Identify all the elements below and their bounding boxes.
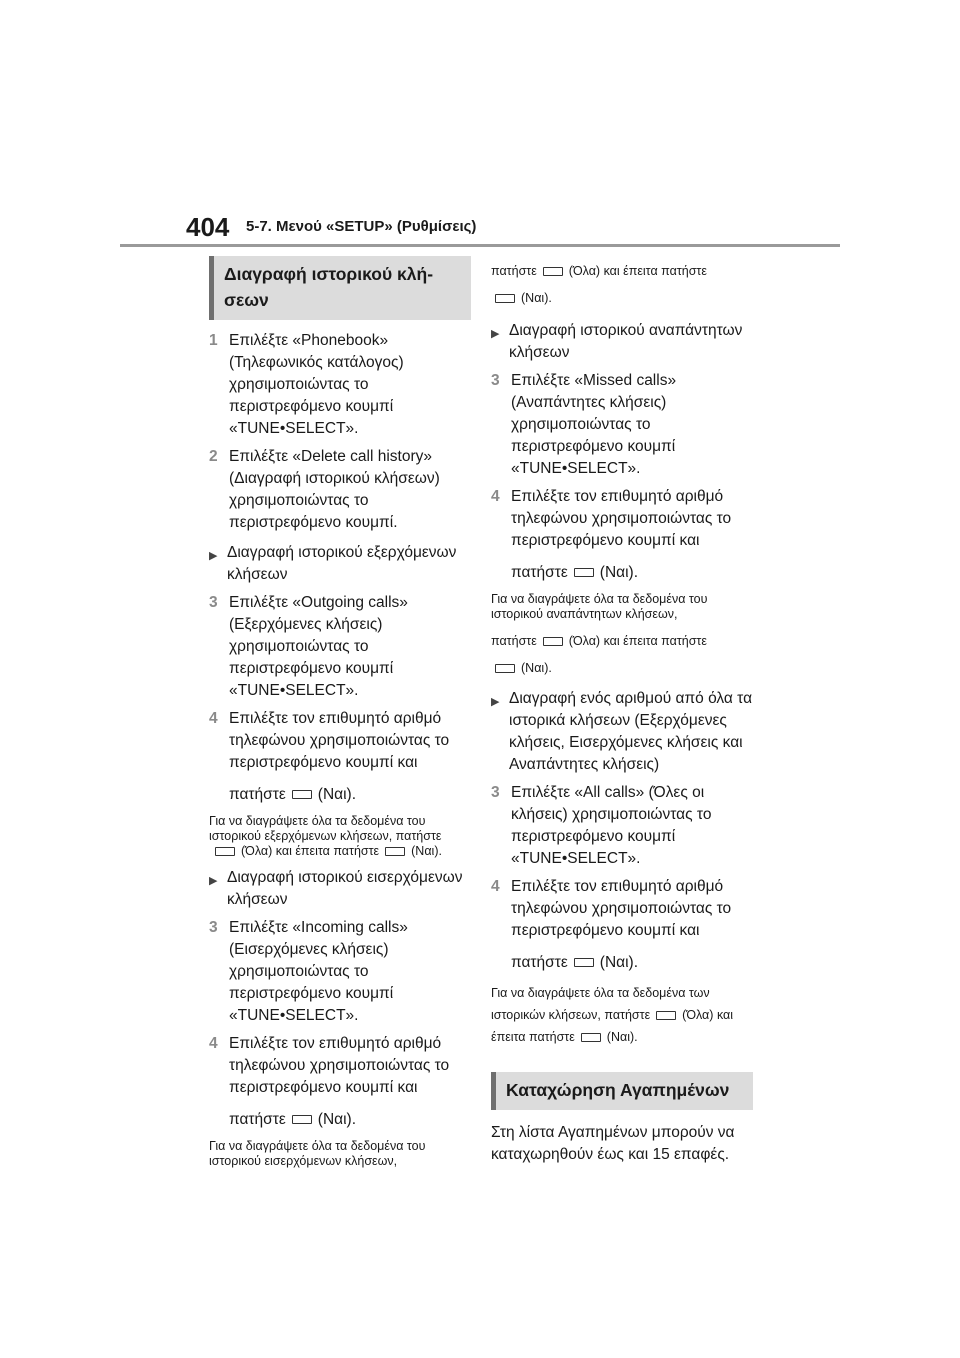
step-item [491,876,753,974]
note-yes-label: (Ναι). [521,291,552,305]
arrow-right-icon: ▶ [491,696,500,708]
step-text-body: Επιλέξτε τον επιθυμητό αριθμό τηλεφώνου χρησιμοποιώντας το περιστρεφόμενο κουμπί και [229,710,450,771]
press-instruction [511,952,753,974]
screen-button-icon [292,1115,312,1124]
press-instruction [511,562,753,584]
screen-button-icon [581,1033,601,1042]
screen-button-icon [215,847,235,856]
yes-label: (Ναι). [317,1111,357,1128]
note-yes-label: (Ναι). [411,844,442,858]
yes-label: (Ναι). [599,564,639,581]
note-all-label: (Όλα) [682,1008,714,1022]
section-heading-delete-history: Διαγραφή ιστορικού κλή-σεων [209,256,471,320]
step-text: Επιλέξτε «Incoming calls» (Εισερχόμενες κλήσεις) χρησιμοποιώντας το περιστρεφόμενο κουμπί «TUNE•SELECT». [229,919,408,1024]
arrow-right-icon: ▶ [209,875,218,887]
press-label: πατήστε [511,564,568,581]
note-all-label: (Όλα) και έπειτα πατήστε [241,844,380,858]
step-text [229,1033,471,1131]
arrow-right-icon: ▶ [491,328,500,340]
step-number: 4 [209,710,218,727]
step-text: Επιλέξτε «Outgoing calls» (Εξερχόμενες κλήσεις) χρησιμοποιώντας το περιστρεφόμενο κουμπί «TUNE•SELECT». [229,594,408,699]
step-number: 4 [209,1035,218,1052]
subsection-missed [491,320,753,364]
step-number: 1 [209,332,218,349]
step-number: 4 [491,488,500,505]
yes-label: (Ναι). [317,786,357,803]
step-text-body: Επιλέξτε τον επιθυμητό αριθμό τηλεφώνου χρησιμοποιώντας το περιστρεφόμενο κουμπί και [511,878,732,939]
note-body: Για να διαγράψετε όλα τα δεδομένα των ιστορικών κλήσεων, πατήστε [491,986,710,1022]
note-text: Για να διαγράψετε όλα τα δεδομένα του ιστορικού εισερχόμενων κλήσεων, [209,1139,426,1168]
screen-button-icon [292,790,312,799]
subsection-all-calls [491,688,753,776]
press-label: πατήστε [491,264,537,278]
subsection-title: Διαγραφή ενός αριθμού από όλα τα ιστορικά κλήσεων (Εξερχόμενες κλήσεις, Εισερχόμενες κλήσεις και Αναπάντητες κλήσεις) [509,690,753,773]
note-body: Για να διαγράψετε όλα τα δεδομένα του ιστορικού εξερχόμενων κλήσεων, πατήστε [209,814,442,843]
note-continuation [491,264,753,306]
step-text-body: Επιλέξτε τον επιθυμητό αριθμό τηλεφώνου χρησιμοποιώντας το περιστρεφόμενο κουμπί και [511,488,732,549]
press-label: πατήστε [229,786,286,803]
step-text: Επιλέξτε «All calls» (Όλες οι κλήσεις) χρησιμοποιώντας το περιστρεφόμενο κουμπί «TUNE•SELECT». [511,784,712,867]
note-yes-label: (Ναι). [606,1030,638,1044]
press-label: πατήστε [229,1111,286,1128]
subsection-outgoing [209,542,471,586]
screen-button-icon [574,958,594,967]
step-text: Επιλέξτε «Missed calls» (Αναπάντητες κλήσεις) χρησιμοποιώντας το περιστρεφόμενο κουμπί «TUNE•SELECT». [511,372,677,477]
note-body: Για να διαγράψετε όλα τα δεδομένα του ιστορικού αναπάντητων κλήσεων, [491,592,708,621]
press-instruction [229,784,471,806]
step-number: 3 [491,372,500,389]
screen-button-icon [495,664,515,673]
subsection-title: Διαγραφή ιστορικού αναπάντητων κλήσεων [509,322,743,361]
step-text [511,486,753,584]
press-instruction [229,1109,471,1131]
step-number: 4 [491,878,500,895]
subsection-title: Διαγραφή ιστορικού εξερχόμενων κλήσεων [227,544,457,583]
note-all-label: (Όλα) και έπειτα πατήστε [568,634,707,648]
header-divider [120,244,840,247]
favorites-text: Στη λίστα Αγαπημένων μπορούν να καταχωρηθούν έως και 15 επαφές. [491,1124,735,1163]
press-label: πατήστε [491,634,537,648]
step-item [209,330,471,440]
step-item [209,917,471,1027]
step-item [209,446,471,534]
left-column [209,256,471,1169]
step-item [491,486,753,584]
press-label: πατήστε [511,954,568,971]
step-item [491,782,753,870]
step-item [209,592,471,702]
note-all-label: (Όλα) και έπειτα πατήστε [568,264,707,278]
step-text-body: Επιλέξτε τον επιθυμητό αριθμό τηλεφώνου χρησιμοποιώντας το περιστρεφόμενο κουμπί και [229,1035,450,1096]
step-number: 2 [209,448,218,465]
arrow-right-icon: ▶ [209,550,218,562]
step-text: Επιλέξτε «Delete call history» (Διαγραφή ιστορικού κλήσεων) χρησιμοποιώντας το περιστρεφόμενο κουμπί. [229,448,440,531]
subsection-incoming [209,867,471,911]
screen-button-icon [495,294,515,303]
step-text [511,876,753,974]
step-item [209,1033,471,1131]
screen-button-icon [574,568,594,577]
right-column [491,256,753,1166]
note-yes-label: (Ναι). [521,661,552,675]
step-text: Επιλέξτε «Phonebook» (Τηλεφωνικός κατάλογος) χρησιμοποιώντας το περιστρεφόμενο κουμπί «TUNE•SELECT». [229,332,404,437]
page-number: 404 [186,212,230,242]
note-body-2: και έπειτα πατήστε [491,1008,734,1044]
subsection-title: Διαγραφή ιστορικού εισερχόμενων κλήσεων [227,869,463,908]
step-number: 3 [209,919,218,936]
step-text [229,708,471,806]
screen-button-icon [385,847,405,856]
step-item [209,708,471,806]
step-number: 3 [209,594,218,611]
screen-button-icon [656,1011,676,1020]
step-number: 3 [491,784,500,801]
screen-button-icon [543,637,563,646]
yes-label: (Ναι). [599,954,639,971]
screen-button-icon [543,267,563,276]
note-text [491,592,753,676]
step-item [491,370,753,480]
section-heading-favorites: Καταχώρηση Αγαπημένων [491,1072,753,1110]
chapter-title: 5-7. Μενού «SETUP» (Ρυθμίσεις) [246,218,477,235]
note-text [491,982,753,1048]
note-text [209,814,471,859]
